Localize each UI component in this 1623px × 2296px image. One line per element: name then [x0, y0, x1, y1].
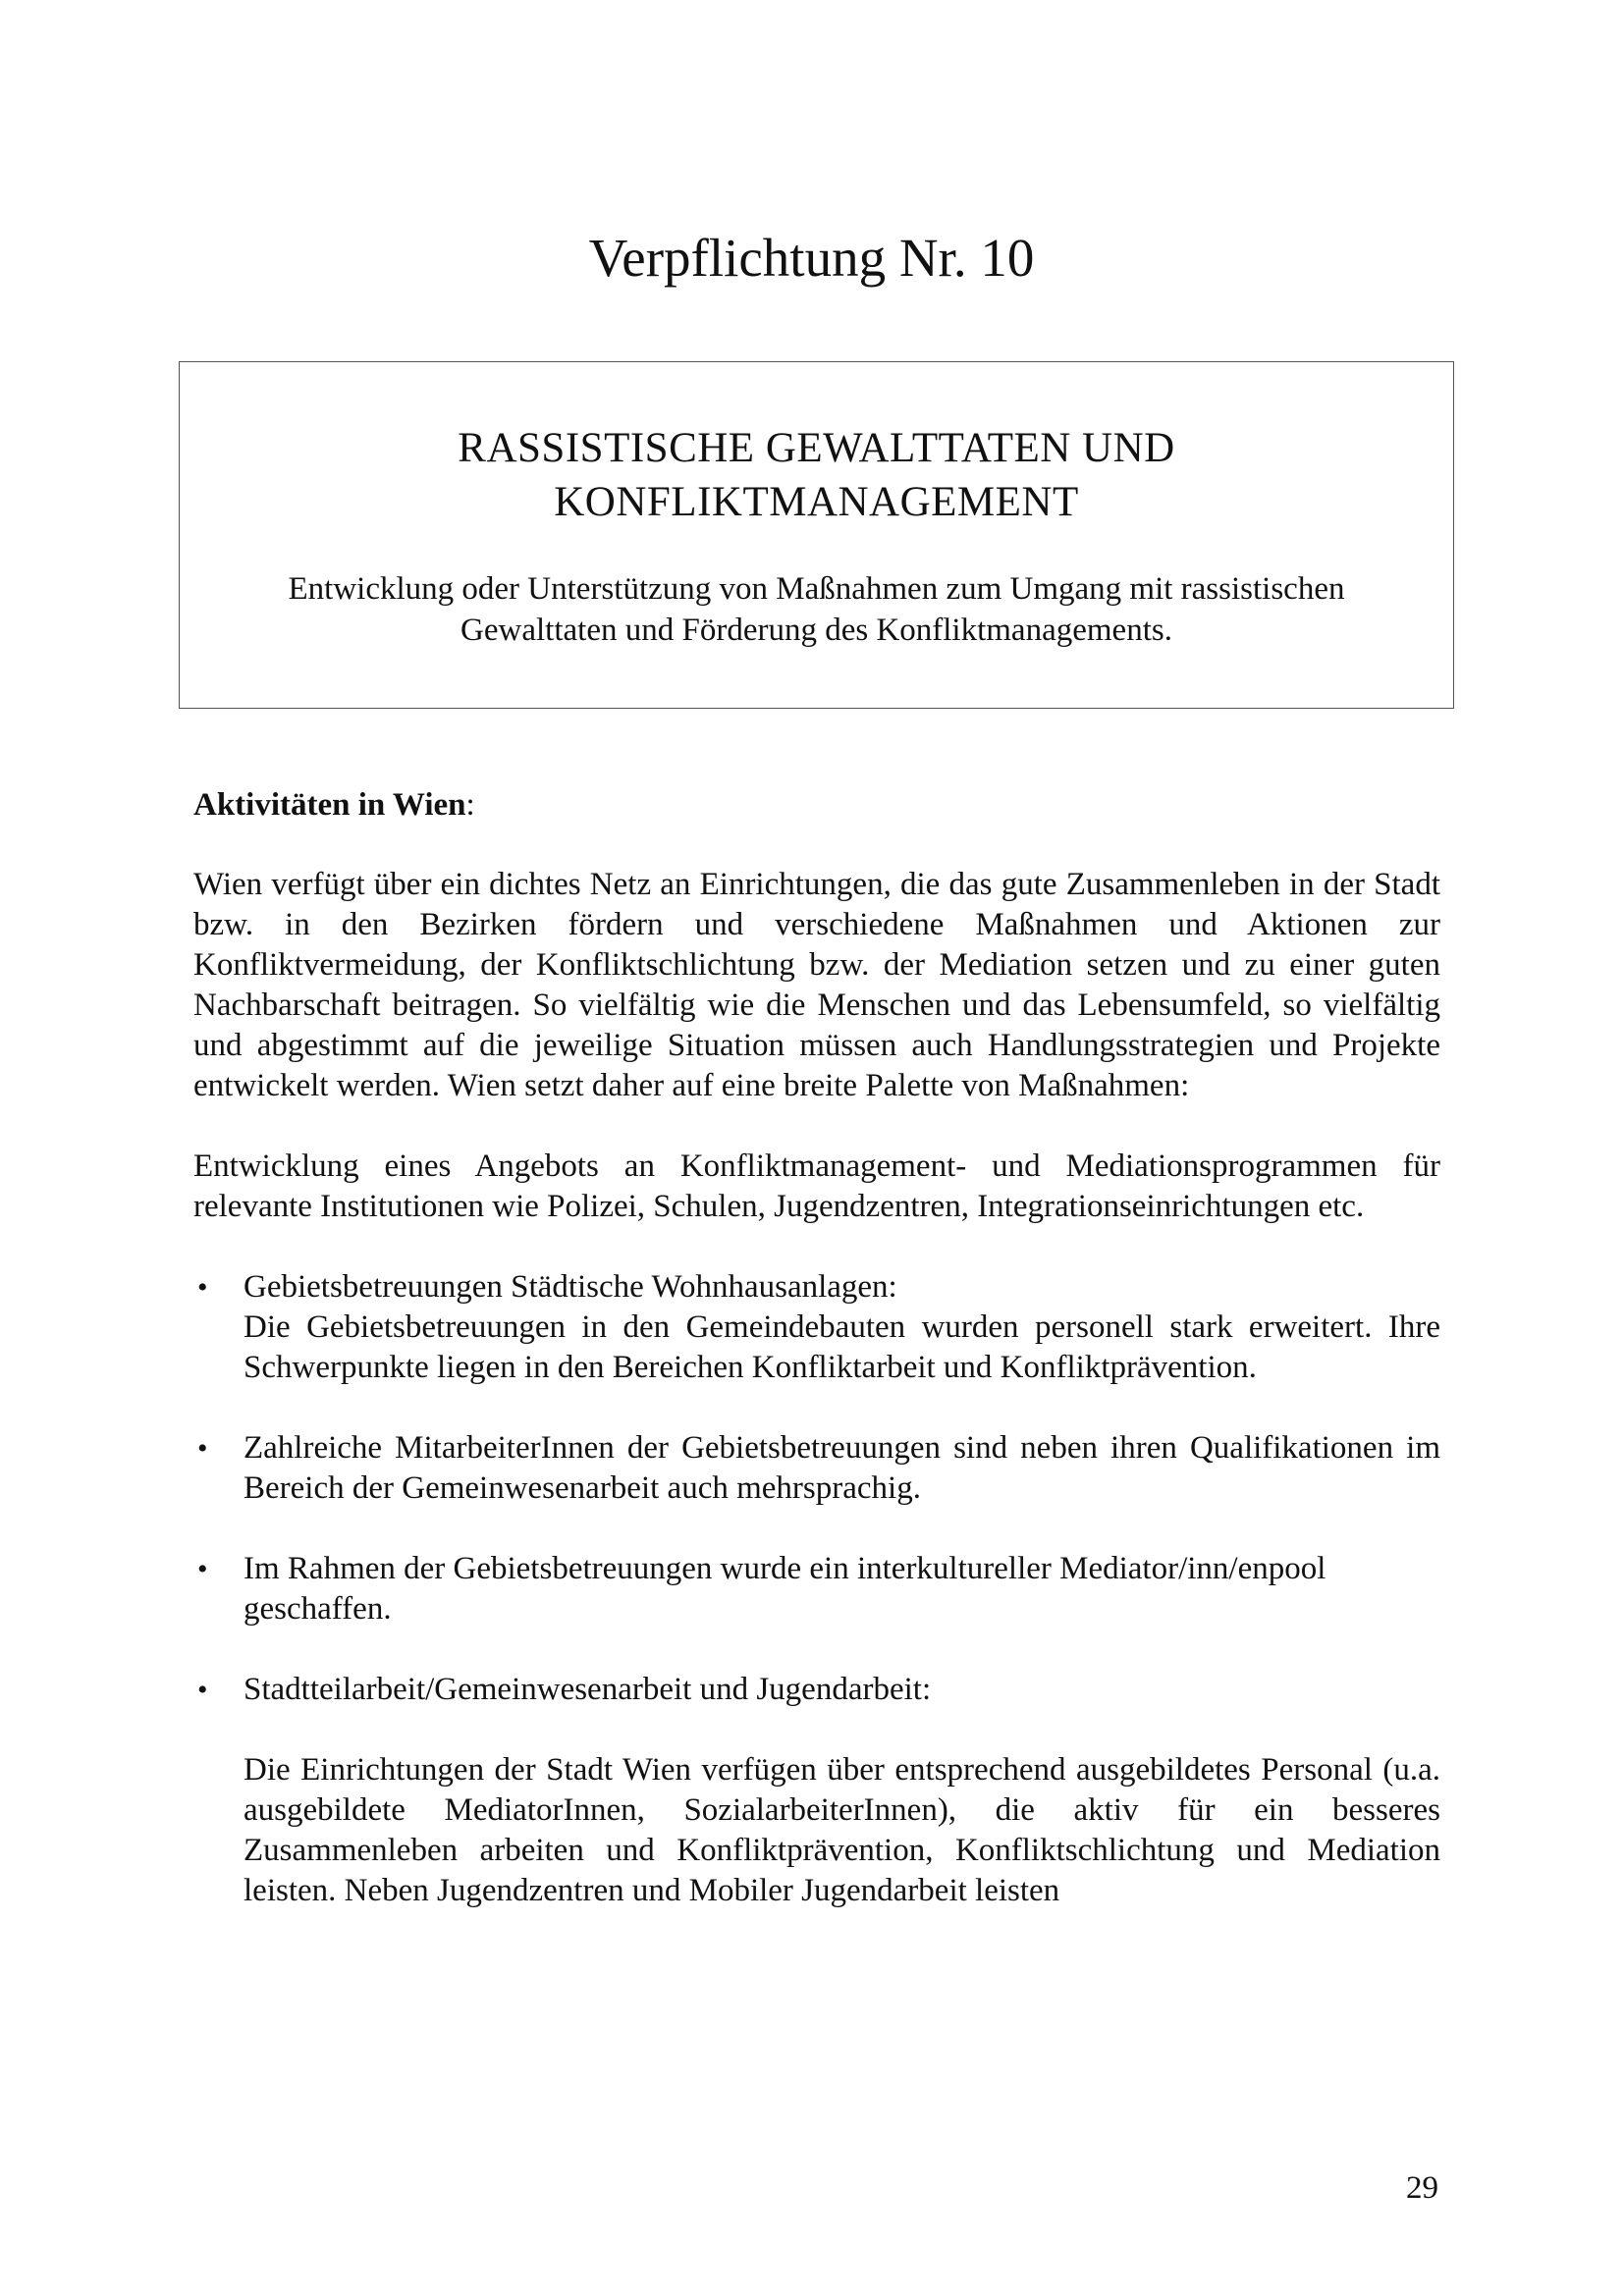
list-item-title: Gebietsbetreuungen Städtische Wohnhausanlagen: — [243, 1269, 897, 1305]
commitment-box — [179, 361, 1454, 709]
list-item-text: Im Rahmen der Gebietsbetreuungen wurde ein interkultureller Mediator/inn/enpool geschaffen. — [243, 1551, 1326, 1627]
list-item-spacer — [243, 1710, 1440, 1750]
list-item — [193, 1267, 1440, 1388]
intro-paragraph: Wien verfügt über ein dichtes Netz an Einrichtungen, die das gute Zusammenleben in der Stadt bzw. in den Bezirken fördern und verschiedene Maßnahmen und Aktionen zur Konfliktvermeidung, der Konfliktschlichtung bzw. der Mediation setzen und zu einer guten Nachbarschaft beitragen. So vielfältig wie die Menschen und das Lebensumfeld, so vielfältig und abgestimmt auf die jeweilige Situation müssen auch Handlungsstrategien und Projekte entwickelt werden. Wien setzt daher auf eine breite Palette von Maßnahmen: — [193, 867, 1440, 1103]
section-label — [193, 785, 1440, 826]
bullet-icon: • — [197, 1432, 208, 1465]
list-item — [193, 1428, 1440, 1509]
bullet-icon: • — [197, 1674, 208, 1706]
box-description-line-2: Gewalttaten und Förderung des Konfliktmanagements. — [460, 613, 1172, 648]
bullet-icon: • — [197, 1553, 208, 1585]
list-item — [193, 1670, 1440, 1911]
list-item-text: Die Gebietsbetreuungen in den Gemeindebauten wurden personell stark erweitert. Ihre Schwerpunkte liegen in den Bereichen Konfliktarbeit und Konfliktprävention. — [243, 1309, 1440, 1385]
page-title: Verpflichtung Nr. 10 — [588, 228, 1035, 288]
program-paragraph: Entwicklung eines Angebots an Konfliktmanagement- und Mediationsprogrammen für relevante Institutionen wie Polizei, Schulen, Jugendzentren, Integrationseinrichtungen etc. — [193, 1148, 1440, 1224]
box-heading-line-2: KONFLIKTMANAGEMENT — [554, 479, 1079, 525]
bullet-icon: • — [197, 1271, 208, 1304]
list-item-text: Zahlreiche MitarbeiterInnen der Gebietsbetreuungen sind neben ihren Qualifikationen im Bereich der Gemeinwesenarbeit auch mehrsprachig. — [243, 1430, 1440, 1506]
list-item-text: Die Einrichtungen der Stadt Wien verfügen über entsprechend ausgebildetes Personal (u.a. ausgebildete MediatorInnen, SozialarbeiterInnen), die aktiv für ein besseres Zusammenleben arbeiten und Konfliktprävention, Konfliktschlichtung und Mediation leisten. Neben Jugendzentren und Mobiler Jugendarbeit leisten — [243, 1752, 1440, 1908]
list-item — [193, 1549, 1440, 1629]
box-description-line-1: Entwicklung oder Unterstützung von Maßnahmen zum Umgang mit rassistischen — [288, 571, 1345, 607]
measures-list — [193, 1267, 1440, 1911]
box-heading-line-1: RASSISTISCHE GEWALTTATEN UND — [458, 425, 1175, 471]
section-label-suffix: : — [465, 787, 475, 823]
box-heading — [180, 421, 1453, 529]
page-number: 29 — [1406, 2170, 1438, 2206]
box-description — [180, 568, 1453, 651]
body-content — [193, 785, 1440, 1951]
list-item-title: Stadtteilarbeit/Gemeinwesenarbeit und Jugendarbeit: — [243, 1672, 932, 1707]
section-label-bold: Aktivitäten in Wien — [193, 787, 466, 823]
